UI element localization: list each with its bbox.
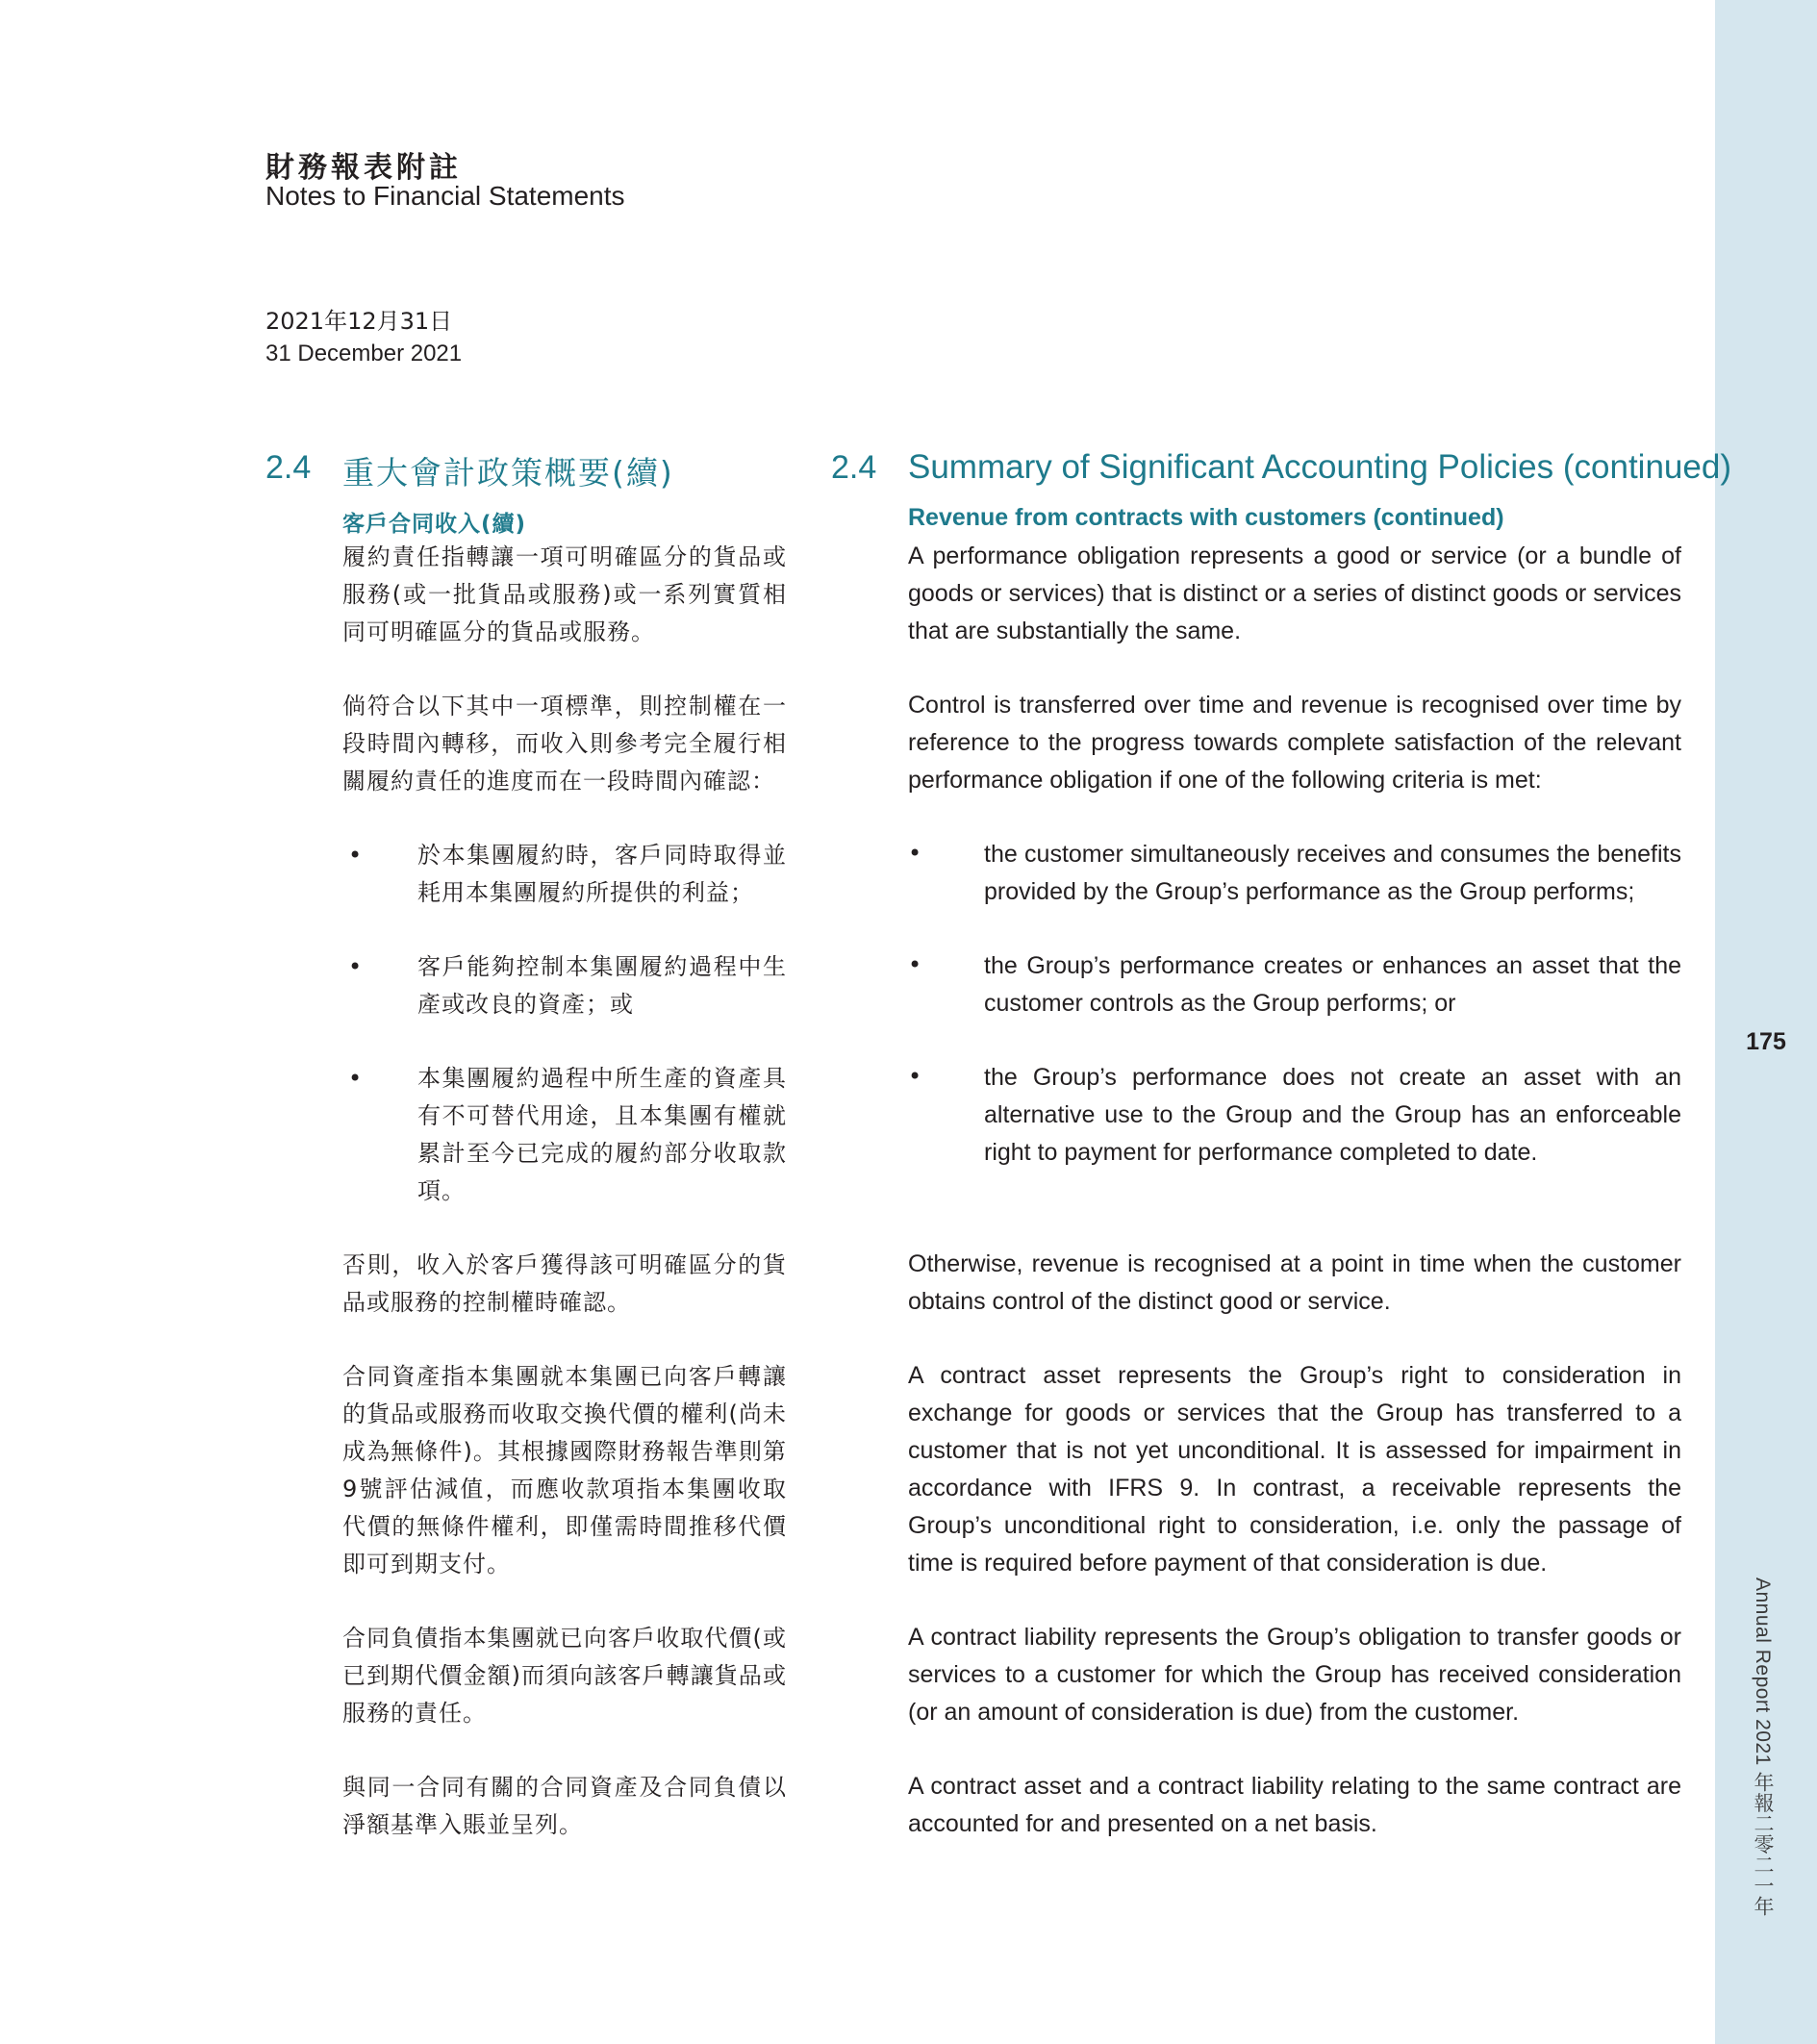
cn-bullet-2: 客戶能夠控制本集團履約過程中生產或改良的資產；或 bbox=[417, 953, 787, 1018]
cn-paragraph-6: 與同一合同有關的合同資產及合同負債以淨額基準入賬並呈列。 bbox=[342, 1774, 787, 1838]
page-number: 175 bbox=[1746, 1028, 1786, 1055]
bullet-marker: • bbox=[348, 842, 363, 869]
cn-paragraph-3: 否則，收入於客戶獲得該可明確區分的貨品或服務的控制權時確認。 bbox=[342, 1251, 787, 1316]
en-bullet-3: the Group’s performance does not create an asset with an alternative use to the Group and the Group has an enforceable right to payment for performance completed to date. bbox=[984, 1064, 1681, 1166]
section-number-en: 2.4 bbox=[831, 449, 877, 486]
bullet-marker: • bbox=[908, 840, 922, 867]
section-title-cn: 重大會計政策概要(續) bbox=[342, 454, 674, 492]
en-bullet-2: the Group’s performance creates or enhances an asset that the customer controls as the Group performs; or bbox=[984, 952, 1681, 1017]
en-paragraph-5: A contract liability represents the Group’s obligation to transfer goods or services to a customer for which the Group has received consideration (or an amount of consideration is due) from the customer. bbox=[908, 1624, 1681, 1726]
section-title-en: Summary of Significant Accounting Policies (continued) bbox=[908, 448, 1731, 486]
cn-paragraph-1: 履約責任指轉讓一項可明確區分的貨品或服務(或一批貨品或服務)或一系列實質相同可明確區分的貨品或服務。 bbox=[342, 543, 787, 645]
cn-bullet-3: 本集團履約過程中所生產的資產具有不可替代用途，且本集團有權就累計至今已完成的履約部分收取款項。 bbox=[417, 1065, 787, 1204]
cn-paragraph-5: 合同負債指本集團就已向客戶收取代價(或已到期代價金額)而須向該客戶轉讓貨品或服務的責任。 bbox=[342, 1625, 787, 1727]
bullet-marker: • bbox=[908, 1063, 922, 1090]
header-title-en: Notes to Financial Statements bbox=[265, 181, 625, 211]
section-number-cn: 2.4 bbox=[265, 449, 312, 486]
en-paragraph-3: Otherwise, revenue is recognised at a point in time when the customer obtains control of the distinct good or service. bbox=[908, 1250, 1681, 1315]
en-paragraph-1: A performance obligation represents a good or service (or a bundle of goods or services) that is distinct or a series of distinct goods or services that are substantially the same. bbox=[908, 543, 1681, 644]
en-bullet-1: the customer simultaneously receives and consumes the benefits provided by the Group’s performance as the Group performs; bbox=[984, 841, 1681, 905]
en-paragraph-2: Control is transferred over time and revenue is recognised over time by reference to the progress towards complete satisfaction of the relevant performance obligation if one of the following criteria is met: bbox=[908, 692, 1681, 794]
header-title-cn: 財務報表附註 bbox=[265, 151, 462, 185]
bullet-marker: • bbox=[348, 1065, 363, 1092]
subheading-cn: 客戶合同收入(續) bbox=[342, 512, 527, 537]
annual-report-label: Annual Report 2021 年報二零二一年 bbox=[1752, 1577, 1774, 1917]
en-paragraph-4: A contract asset represents the Group’s right to consideration in exchange for goods or services that the Group has transferred to a customer that is not yet unconditional. It is assessed for impairment in accordance with IFRS 9. In contrast, a receivable represents the Group’s unconditional right to consideration, i.e. only the passage of time is required before payment of that consideration is due. bbox=[908, 1362, 1681, 1577]
cn-paragraph-4: 合同資產指本集團就本集團已向客戶轉讓的貨品或服務而收取交換代價的權利(尚未成為無條件)。其根據國際財務報告準則第9號評估減值，而應收款項指本集團收取代價的無條件權利，即僅需時間推移代價即可到期支付。 bbox=[342, 1363, 787, 1577]
bullet-marker: • bbox=[348, 953, 363, 980]
date-cn: 2021年12月31日 bbox=[265, 308, 453, 335]
cn-bullet-1: 於本集團履約時，客戶同時取得並耗用本集團履約所提供的利益； bbox=[417, 842, 787, 906]
en-paragraph-6: A contract asset and a contract liability relating to the same contract are accounted for and presented on a net basis. bbox=[908, 1773, 1681, 1837]
bullet-marker: • bbox=[908, 951, 922, 978]
subheading-en: Revenue from contracts with customers (continued) bbox=[908, 504, 1504, 531]
cn-paragraph-2: 倘符合以下其中一項標準，則控制權在一段時間內轉移，而收入則參考完全履行相關履約責任的進度而在一段時間內確認： bbox=[342, 693, 787, 795]
date-en: 31 December 2021 bbox=[265, 341, 463, 366]
